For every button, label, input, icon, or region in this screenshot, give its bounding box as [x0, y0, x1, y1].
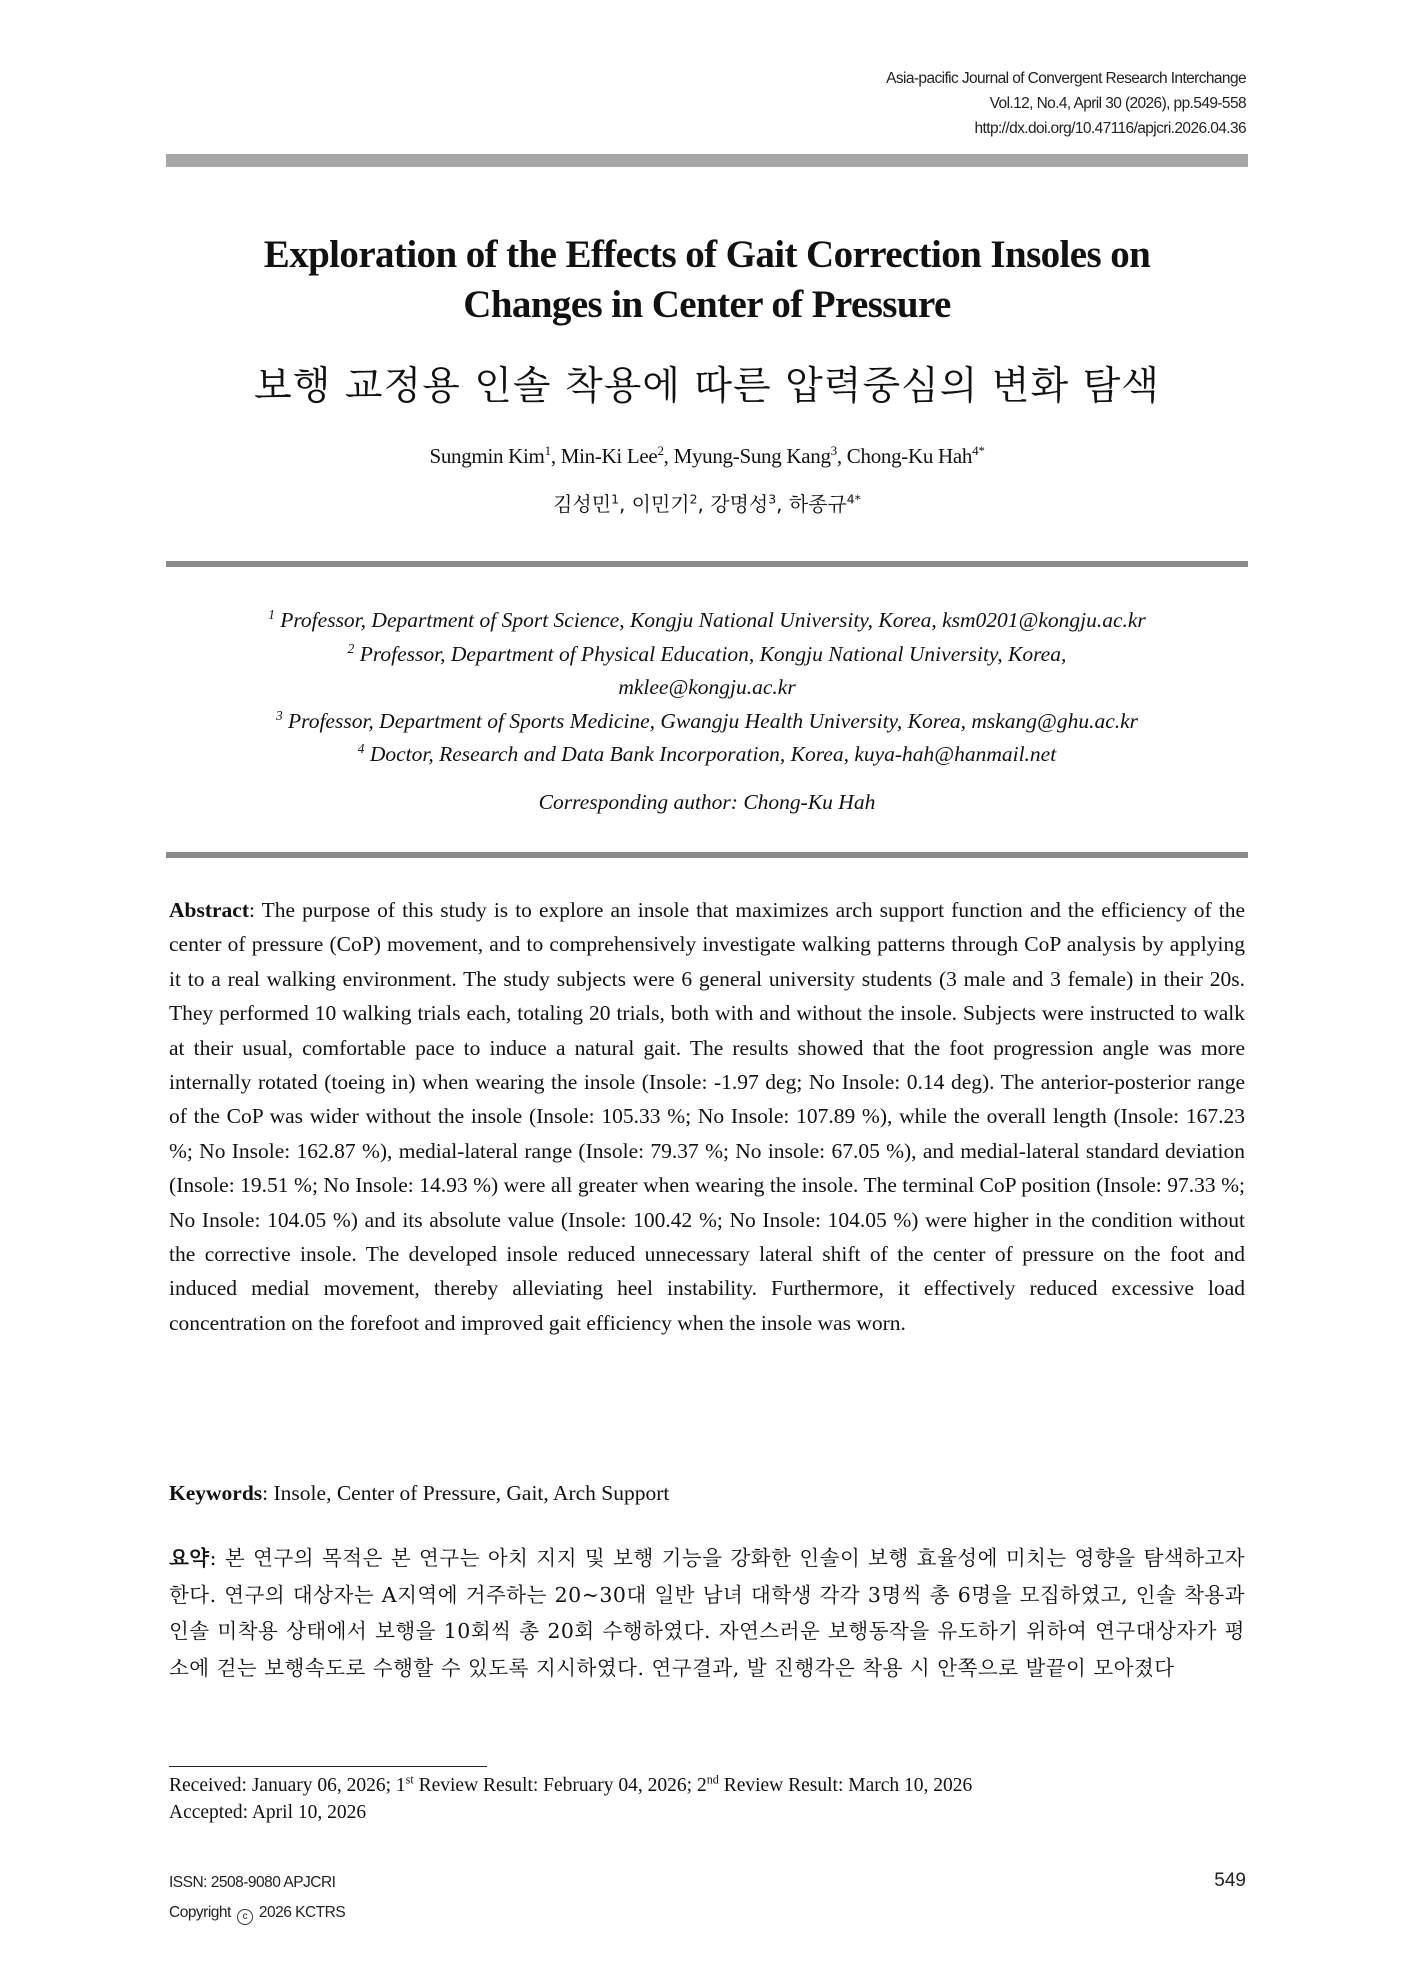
received-line	[169, 1772, 1245, 1799]
author-list-korean	[166, 489, 1248, 519]
abstract-text: : The purpose of this study is to explore an insole that maximizes arch support function and the efficiency of the center of pressure (CoP) movement, and to comprehensively investigate walking patterns through CoP analysis by applying it to a real walking environment. The study subjects were 6 general university students (3 male and 3 female) in their 20s. They performed 10 walking trials each, totaling 20 trials, both with and without the insole. Subjects were instructed to walk at their usual, comfortable pace to induce a natural gait. The results showed that the foot progression angle was more internally rotated (toeing in) when wearing the insole (Insole: -1.97 deg; No Insole: 0.14 deg). The anterior-posterior range of the CoP was wider without the insole (Insole: 105.33 %; No Insole: 107.89 %), while the overall length (Insole: 167.23 %; No Insole: 162.87 %), medial-lateral range (Insole: 79.37 %; No insole: 67.05 %), and medial-lateral standard deviation (Insole: 19.51 %; No Insole: 14.93 %) were all greater when wearing the insole. The terminal CoP position (Insole: 97.33 %; No Insole: 104.05 %) and its absolute value (Insole: 100.42 %; No Insole: 104.05 %) were higher in the condition without the corrective insole. The developed insole reduced unnecessary lateral shift of the center of pressure on the foot and induced medial movement, thereby alleviating heel instability. Furthermore, it effectively reduced excessive load concentration on the forefoot and improved gait efficiency when the insole was worn.	[169, 898, 1245, 1335]
keywords-line	[169, 1478, 1245, 1508]
abstract-label: Abstract	[169, 898, 250, 922]
page-footer	[169, 1868, 345, 1928]
author-name-ko: 하종규	[788, 492, 847, 516]
affiliation-text: Professor, Department of Sports Medicine, Gwangju Health University, Korea, mskang@ghu.ac.kr	[282, 708, 1139, 733]
paper-title-line-2: Changes in Center of Pressure	[463, 283, 951, 326]
accepted-line: Accepted: April 10, 2026	[169, 1802, 367, 1823]
abstract-paragraph	[169, 893, 1245, 1340]
affiliation-2	[166, 638, 1248, 672]
authors-divider	[166, 561, 1248, 567]
author-affiliation-mark: 3	[830, 443, 837, 458]
author-list-english	[166, 441, 1248, 471]
author-separator: ,	[776, 492, 789, 516]
affiliation-number: 1	[268, 606, 275, 622]
affiliation-text: Doctor, Research and Data Bank Incorporation, Korea, kuya-hah@hanmail.net	[364, 742, 1057, 766]
ordinal-suffix: nd	[706, 1772, 719, 1787]
author-affiliation-mark: 4*	[972, 443, 985, 458]
author-name-ko: 이민기	[631, 492, 690, 516]
header-divider	[166, 154, 1248, 167]
page-number: 549	[1214, 1870, 1246, 1891]
affiliation-number: 3	[275, 707, 283, 723]
author-affiliation-mark: 4*	[846, 491, 861, 507]
affiliation-text: Professor, Department of Physical Education, Kongju National University, Korea,	[354, 641, 1067, 666]
copyright-line	[169, 1898, 345, 1928]
paper-title	[166, 230, 1248, 330]
korean-abstract-label: 요약	[169, 1546, 210, 1570]
author-name-ko: 김성민	[553, 492, 612, 516]
keywords-label: Keywords	[169, 1481, 263, 1505]
journal-name: Asia-pacific Journal of Convergent Research Interchange	[886, 70, 1246, 87]
corresponding-author: Corresponding author: Chong-Ku Hah	[538, 789, 876, 814]
author-affiliation-mark: 1	[611, 491, 619, 507]
author-name: Chong-Ku Hah	[846, 444, 973, 468]
journal-doi[interactable]: http://dx.doi.org/10.47116/apjcri.2026.04.36	[974, 120, 1246, 137]
author-separator: ,	[836, 444, 847, 468]
copyright-symbol-icon: c	[237, 1909, 253, 1925]
second-review-text: Review Result: March 10, 2026	[718, 1775, 973, 1796]
paper-title-line-1: Exploration of the Effects of Gait Correction Insoles on	[263, 233, 1151, 276]
keywords-text: : Insole, Center of Pressure, Gait, Arch Support	[262, 1481, 670, 1505]
korean-abstract-text: : 본 연구의 목적은 본 연구는 아치 지지 및 보행 기능을 강화한 인솔이 보행 효율성에 미치는 영향을 탐색하고자 한다. 연구의 대상자는 A지역에 거주하는 20~30대 일반 남녀 대학생 각각 3명씩 총 6명을 모집하였고, 인솔 착용과 인솔 미착용 상태에서 보행을 10회씩 총 20회 수행하였다. 자연스러운 보행동작을 유도하기 위하여 연구대상자가 평소에 걷는 보행속도로 수행할 수 있도록 지시하였다. 연구결과, 발 진행각은 착용 시 안쪽으로 발끝이 모아졌다	[169, 1546, 1245, 1680]
affiliation-list	[166, 604, 1248, 819]
affiliation-3	[166, 705, 1248, 739]
affiliation-text: Professor, Department of Sport Science, Kongju National University, Korea, ksm0201@kongju.ac.kr	[274, 608, 1146, 632]
author-affiliation-mark: 3	[768, 491, 777, 507]
first-review-text: Review Result: February 04, 2026; 2	[413, 1775, 707, 1796]
journal-header	[886, 66, 1246, 141]
author-name-ko: 강명성	[710, 492, 769, 516]
author-name: Myung-Sung Kang	[673, 444, 831, 468]
author-affiliation-mark: 2	[657, 443, 664, 458]
affiliation-number: 4	[357, 740, 365, 756]
journal-volume: Vol.12, No.4, April 30 (2026), pp.549-558	[989, 95, 1246, 112]
copyright-word: Copyright	[169, 1904, 231, 1921]
author-separator: ,	[618, 492, 632, 516]
footnote-divider	[169, 1766, 487, 1767]
affiliation-2-continued: mklee@kongju.ac.kr	[618, 675, 796, 699]
author-name: Sungmin Kim	[429, 444, 545, 468]
affiliation-1	[166, 604, 1248, 638]
copyright-holder: 2026 KCTRS	[258, 1904, 346, 1921]
author-affiliation-mark: 2	[689, 491, 698, 507]
author-affiliation-mark: 1	[544, 443, 551, 458]
issn-text: ISSN: 2508-9080 APJCRI	[169, 1874, 336, 1891]
affiliation-4	[166, 738, 1248, 772]
received-text: Received: January 06, 2026; 1	[169, 1775, 406, 1796]
affiliation-divider	[166, 852, 1248, 858]
submission-dates-footnote	[169, 1772, 1245, 1826]
author-name: Min-Ki Lee	[560, 444, 658, 468]
ordinal-suffix: st	[405, 1772, 414, 1787]
author-separator: ,	[550, 444, 561, 468]
paper-title-korean: 보행 교정용 인솔 착용에 따른 압력중심의 변화 탐색	[254, 364, 1160, 409]
author-separator: ,	[697, 492, 711, 516]
affiliation-number: 2	[347, 640, 355, 656]
author-separator: ,	[663, 444, 674, 468]
korean-abstract-paragraph	[169, 1540, 1245, 1686]
